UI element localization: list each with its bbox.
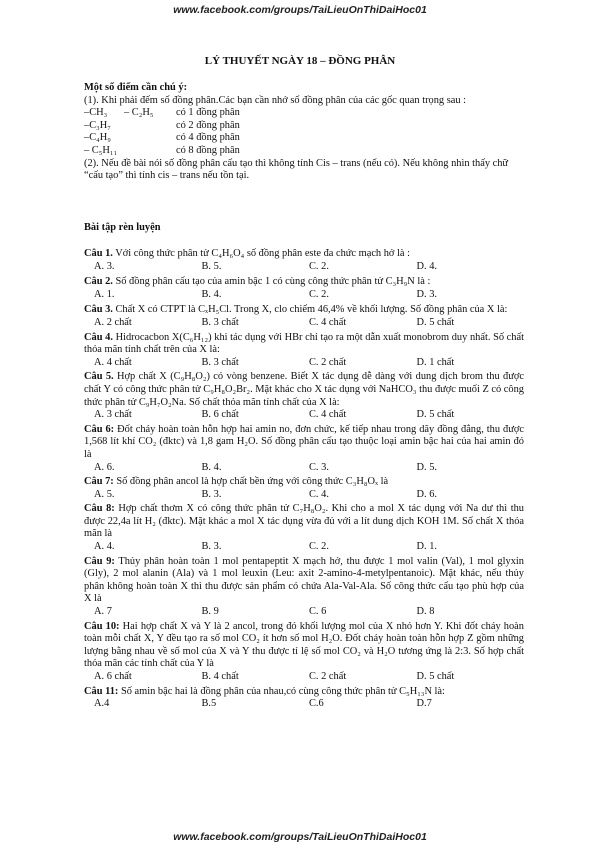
- answer-option: B. 3 chất: [201, 316, 239, 328]
- group-row: [84, 107, 524, 120]
- group-list: [84, 107, 524, 157]
- answer-options: [84, 698, 524, 711]
- answer-options: [84, 261, 524, 274]
- question-text: Với công thức phân tử C₄H₆O₄ số đồng phân este đa chức mạch hở là :: [115, 248, 410, 259]
- question-text: Số đồng phân cấu tạo của amin bậc 1 có cùng công thức phân tử C₃H₉N là :: [115, 276, 431, 288]
- answer-options: [84, 606, 524, 619]
- notes-section: [84, 82, 524, 183]
- question: [84, 686, 524, 711]
- answer-options: [84, 462, 524, 475]
- question: [84, 621, 524, 684]
- question-stem: [84, 503, 524, 541]
- answer-option: C. 4 chất: [309, 316, 347, 328]
- header-url: www.facebook.com/groups/TaiLieuOnThiDaiHoc01: [173, 4, 427, 16]
- answer-option: D. 1.: [416, 541, 437, 553]
- answer-option: C. 2 chất: [309, 671, 347, 682]
- question: [84, 371, 524, 421]
- answer-option: B. 4.: [201, 461, 222, 473]
- answer-option: C. 2.: [309, 260, 329, 272]
- footer-url: www.facebook.com/groups/TaiLieuOnThiDaiHoc01: [173, 831, 427, 843]
- answer-options: [84, 489, 524, 502]
- group-formula-2: [124, 120, 176, 133]
- question-text: Chất X có CTPT là CₓH₅Cl. Trong X, clo chiếm 46,4% về khối lượng. Số đồng phân của X là:: [115, 304, 508, 316]
- answer-option: C.6: [309, 698, 324, 710]
- notes-point-2: (2). Nếu đề bài nói số đồng phân cấu tạo thì không tính Cis – trans (nếu có). Nếu không nhìn thấy chữ “cấu tạo” thì tính cis – trans nếu tồn tại.: [84, 157, 509, 182]
- answer-option: C. 3.: [309, 461, 329, 473]
- question: [84, 304, 524, 329]
- answer-option: D. 5 chất: [416, 316, 455, 328]
- question-text: Số amin bậc hai là đồng phân của nhau,có cùng công thức phân tử C₅H₁₃N là:: [120, 685, 445, 697]
- group-formula: –C₃H₇: [84, 119, 111, 131]
- answer-options: [84, 289, 524, 302]
- group-row: [84, 145, 524, 158]
- answer-option: A. 1.: [94, 288, 115, 300]
- answer-options: [84, 409, 524, 422]
- notes-intro: (1). Khi phải đếm số đồng phân.Các bạn cần nhớ số đồng phân của các gốc quan trọng sau :: [84, 94, 467, 106]
- question: [84, 332, 524, 370]
- page-title: LÝ THUYẾT NGÀY 18 – ĐỒNG PHÂN: [204, 55, 396, 67]
- question-label: Câu 10:: [84, 620, 120, 632]
- answer-option: C. 6: [309, 606, 327, 618]
- answer-option: C. 2.: [309, 288, 329, 300]
- answer-option: A. 2 chất: [94, 316, 132, 328]
- question-label: Câu 6:: [84, 423, 115, 435]
- answer-option: D. 1 chất: [416, 356, 455, 368]
- question-label: Câu 4.: [84, 331, 113, 343]
- answer-option: A. 3.: [94, 260, 115, 272]
- question-label: Câu 3.: [84, 304, 113, 316]
- answer-option: C. 2.: [309, 541, 329, 553]
- answer-option: D. 5.: [416, 461, 437, 473]
- answer-option: B. 5.: [201, 260, 222, 272]
- question-label: Câu 7:: [84, 476, 114, 488]
- notes-heading: Một số điểm cần chú ý:: [84, 82, 188, 93]
- answer-option: C. 4.: [309, 488, 329, 500]
- answer-option: D. 5 chất: [416, 409, 455, 421]
- answer-option: D.7: [416, 698, 432, 710]
- group-formula: –C₄H₉: [84, 132, 111, 144]
- answer-options: [84, 671, 524, 684]
- question-text: Hợp chất thơm X có công thức phân tử C₇H₈O₂. Khi cho a mol X tác dụng với Na dư thì thu được 22,4a lít H₂ (đktc). Mặt khác a mol X tác dụng vừa đủ với a lít dung dịch KOH 1M. Số chất X thỏa mãn là: [84, 503, 524, 540]
- practice-heading: Bài tập rèn luyện: [84, 222, 161, 233]
- question-text: Đốt cháy hoàn toàn hỗn hợp hai amin no, đơn chức, kế tiếp nhau trong dãy đồng đẳng, thu được 1,568 lít khí CO₂ (đktc) và 1,8 gam H₂O. Số đồng phân cấu tạo thuộc loại amin bậc hai của hai amin đó là: [84, 423, 524, 460]
- question-stem: [84, 304, 524, 317]
- group-row: [84, 120, 524, 133]
- question-stem: [84, 686, 524, 699]
- question-label: Câu 5.: [84, 371, 114, 383]
- answer-option: A. 6.: [94, 461, 115, 473]
- question-label: Câu 2.: [84, 276, 113, 288]
- answer-option: A. 4.: [94, 541, 115, 553]
- answer-option: A.4: [94, 698, 110, 710]
- question-list: [84, 248, 524, 713]
- answer-option: B. 4 chất: [201, 671, 239, 682]
- answer-options: [84, 317, 524, 330]
- question-stem: [84, 621, 524, 671]
- answer-option: D. 8: [416, 606, 435, 618]
- question-stem: [84, 276, 524, 289]
- question-stem: [84, 332, 524, 357]
- answer-option: B. 3.: [201, 488, 222, 500]
- question: [84, 476, 524, 501]
- group-formula: – C₅H₁₁: [84, 144, 118, 156]
- group-formula-2: [124, 132, 176, 145]
- question-stem: [84, 371, 524, 409]
- question: [84, 248, 524, 273]
- answer-options: [84, 541, 524, 554]
- question-stem: [84, 248, 524, 261]
- question-text: Thủy phân hoàn toàn 1 mol pentapeptit X mạch hở, thu được 1 mol valin (Val), 1 mol glyxin (Gly), 2 mol alanin (Ala) và 1 mol leuxin (Leu: axit 2-amino-4-metylpentanoic). Mặt khác, nếu thủy phân không hoàn toàn X thì thu được sản phẩm có chứa Ala-Val-Ala. Số công thức cấu tạo phù hợp của X là: [84, 555, 524, 605]
- answer-option: A. 3 chất: [94, 409, 132, 421]
- group-count: có 1 đồng phân: [176, 107, 240, 119]
- answer-option: B. 4.: [201, 288, 222, 300]
- answer-option: C. 4 chất: [309, 409, 347, 421]
- answer-option: B. 3.: [201, 541, 222, 553]
- question-text: Hợp chất X (C₉H₈O₂) có vòng benzene. Biết X tác dụng dễ dàng với dung dịch brom thu được chất Y có công thức phân tử C₉H₈O₂Br₂. Mặt khác cho X tác dụng với NaHCO₃ thu được muối Z có công thức phân tử C₉H₇O₂Na. Số chất thỏa mãn tính chất của X là:: [84, 371, 524, 408]
- answer-option: D. 6.: [416, 488, 437, 500]
- answer-option: C. 2 chất: [309, 356, 347, 368]
- answer-option: A. 7: [94, 606, 112, 618]
- group-count: có 2 đồng phân: [176, 119, 240, 131]
- group-count: có 8 đồng phân: [176, 144, 240, 156]
- answer-option: A. 4 chất: [94, 356, 132, 368]
- answer-option: B.5: [201, 698, 217, 710]
- question-stem: [84, 424, 524, 462]
- question-label: Câu 11:: [84, 685, 119, 697]
- question-label: Câu 9:: [84, 555, 115, 567]
- question-text: Số đồng phân ancol là hợp chất bền ứng với công thức C₃H₈Oₓ là: [116, 476, 389, 488]
- question: [84, 556, 524, 619]
- answer-option: B. 6 chất: [201, 409, 239, 421]
- answer-option: B. 9: [201, 606, 219, 618]
- question-stem: [84, 556, 524, 606]
- answer-option: D. 4.: [416, 260, 437, 272]
- question: [84, 503, 524, 553]
- question: [84, 424, 524, 474]
- answer-options: [84, 357, 524, 370]
- group-formula-2: [124, 145, 176, 158]
- answer-option: D. 3.: [416, 288, 437, 300]
- question-text: Hai hợp chất X và Y là 2 ancol, trong đó khối lượng mol của X nhỏ hơn Y. Khi đốt cháy hoàn toàn mỗi chất X, Y đều tạo ra số mol CO₂ ít hơn số mol H₂O. Đốt cháy hoàn toàn hỗn hợp Z gồm những lượng bằng nhau về số mol của X và Y thu được tỉ lệ số mol CO₂ và H₂O tương ứng là 2:3. Số hợp chất thỏa mãn các tính chất của Y là: [84, 620, 524, 670]
- answer-option: A. 5.: [94, 488, 115, 500]
- question-text: Hidrocacbon X(C₆H₁₂) khi tác dụng với HBr chỉ tạo ra một dẫn xuất monobrom duy nhất. Số chất thỏa mãn tính chất trên của X là:: [84, 331, 524, 356]
- answer-option: A. 6 chất: [94, 671, 132, 682]
- question-stem: [84, 476, 524, 489]
- question-label: Câu 1.: [84, 248, 113, 259]
- group-row: [84, 132, 524, 145]
- group-formula: –CH₃: [84, 107, 108, 119]
- group-count: có 4 đồng phân: [176, 132, 240, 144]
- answer-option: B. 3 chất: [201, 356, 239, 368]
- group-formula-2: – C₂H₅: [124, 107, 154, 119]
- question-label: Câu 8:: [84, 503, 115, 515]
- question: [84, 276, 524, 301]
- answer-option: D. 5 chất: [416, 671, 455, 682]
